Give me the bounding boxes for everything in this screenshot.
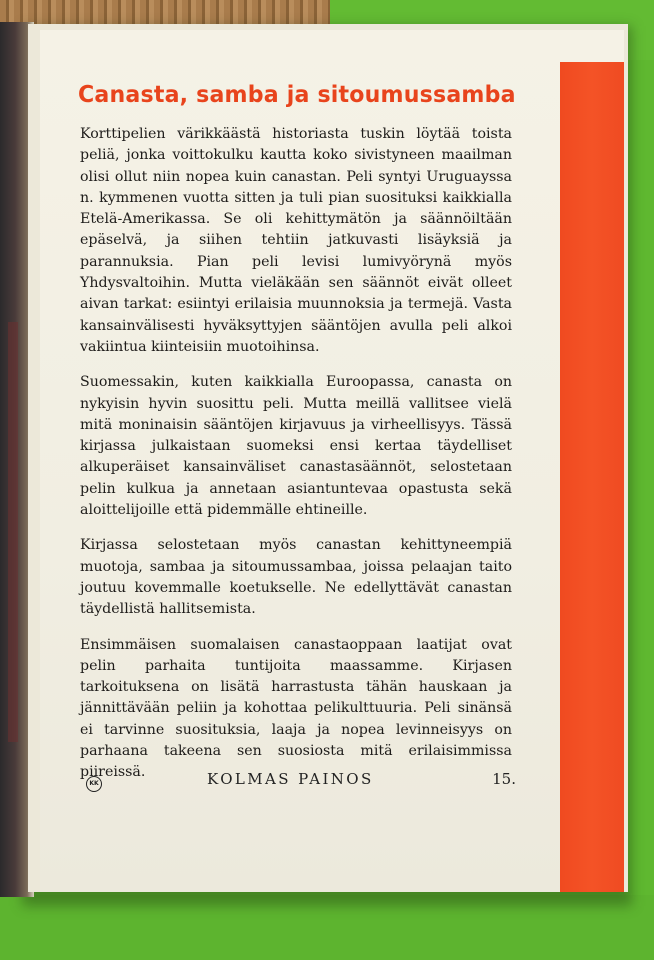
blurb-paragraph: Suomessakin, kuten kaikkialla Euroopassa, canasta on nykyisin hyvin suosittu peli. Mutta meillä vallitsee vielä mitä moninaisin sääntöjen kirjavuus ja virheellisyys. Tässä kirjassa julkaistaan suomeksi ensi kertaa täydelliset alkuperäiset kansainväliset canastasäännöt, selostetaan pelin kulkua ja annetaan asiantuntevaa opastusta sekä aloittelijoille että pidemmälle ehtineille. — [80, 374, 512, 519]
blurb-paragraph: Kirjassa selostetaan myös canastan kehittyneempiä muotoja, sambaa ja sitoumussambaa, joissa pelaajan taito joutuu kovemmalle koetukselle. Ne edellyttävät canastan täydellistä hallitsemista. — [80, 537, 512, 618]
blurb-paragraph: Korttipelien värikkäästä historiasta tuskin löytää toista peliä, jonka voittokulku kautta koko sivistyneen maailman olisi ollut niin nopea kuin canastan. Peli syntyi Uruguayssa n. kymmenen vuotta sitten ja tuli pian suosituksi kaikkialla Etelä-Amerikassa. Se oli kehittymätön ja säännöiltään epäselvä, ja siihen tehtiin jatkuvasti lisäyksiä ja parannuksia. Pian peli levisi lumivyörynä myös Yhdysvaltoihin. Mutta vieläkään sen säännöt eivät olleet aivan tarkat: esiintyi erilaisia muunnoksia ja termejä. Vasta kansainvälisesti hyväksyttyjen sääntöjen avulla peli alkoi vakiintua kiinteisiin muotoihinsa. — [80, 126, 512, 355]
publisher-logo: KK — [86, 776, 102, 792]
orange-stripe — [560, 62, 624, 892]
edition-label: KOLMAS PAINOS — [207, 770, 374, 788]
price-label: 15. — [492, 770, 516, 788]
spine-stripe — [8, 322, 18, 742]
blurb-paragraph: Ensimmäisen suomalaisen canastaoppaan laatijat ovat pelin parhaita tuntijoita maassamme. Kirjasen tarkoituksena on lisätä harrastusta tähän hauskaan ja jännittävään peliin ja kohottaa pelikulttuuria. Peli sinänsä ei tarvinne suosituksia, laaja ja nopea levinneisyys on parhaana takeena sen suosiosta mitä erilaisimmissa piireissä. — [80, 636, 512, 781]
blurb-text — [80, 124, 512, 798]
book-title: Canasta, samba ja sitoumussamba — [78, 82, 516, 108]
cover-footer — [86, 770, 516, 796]
